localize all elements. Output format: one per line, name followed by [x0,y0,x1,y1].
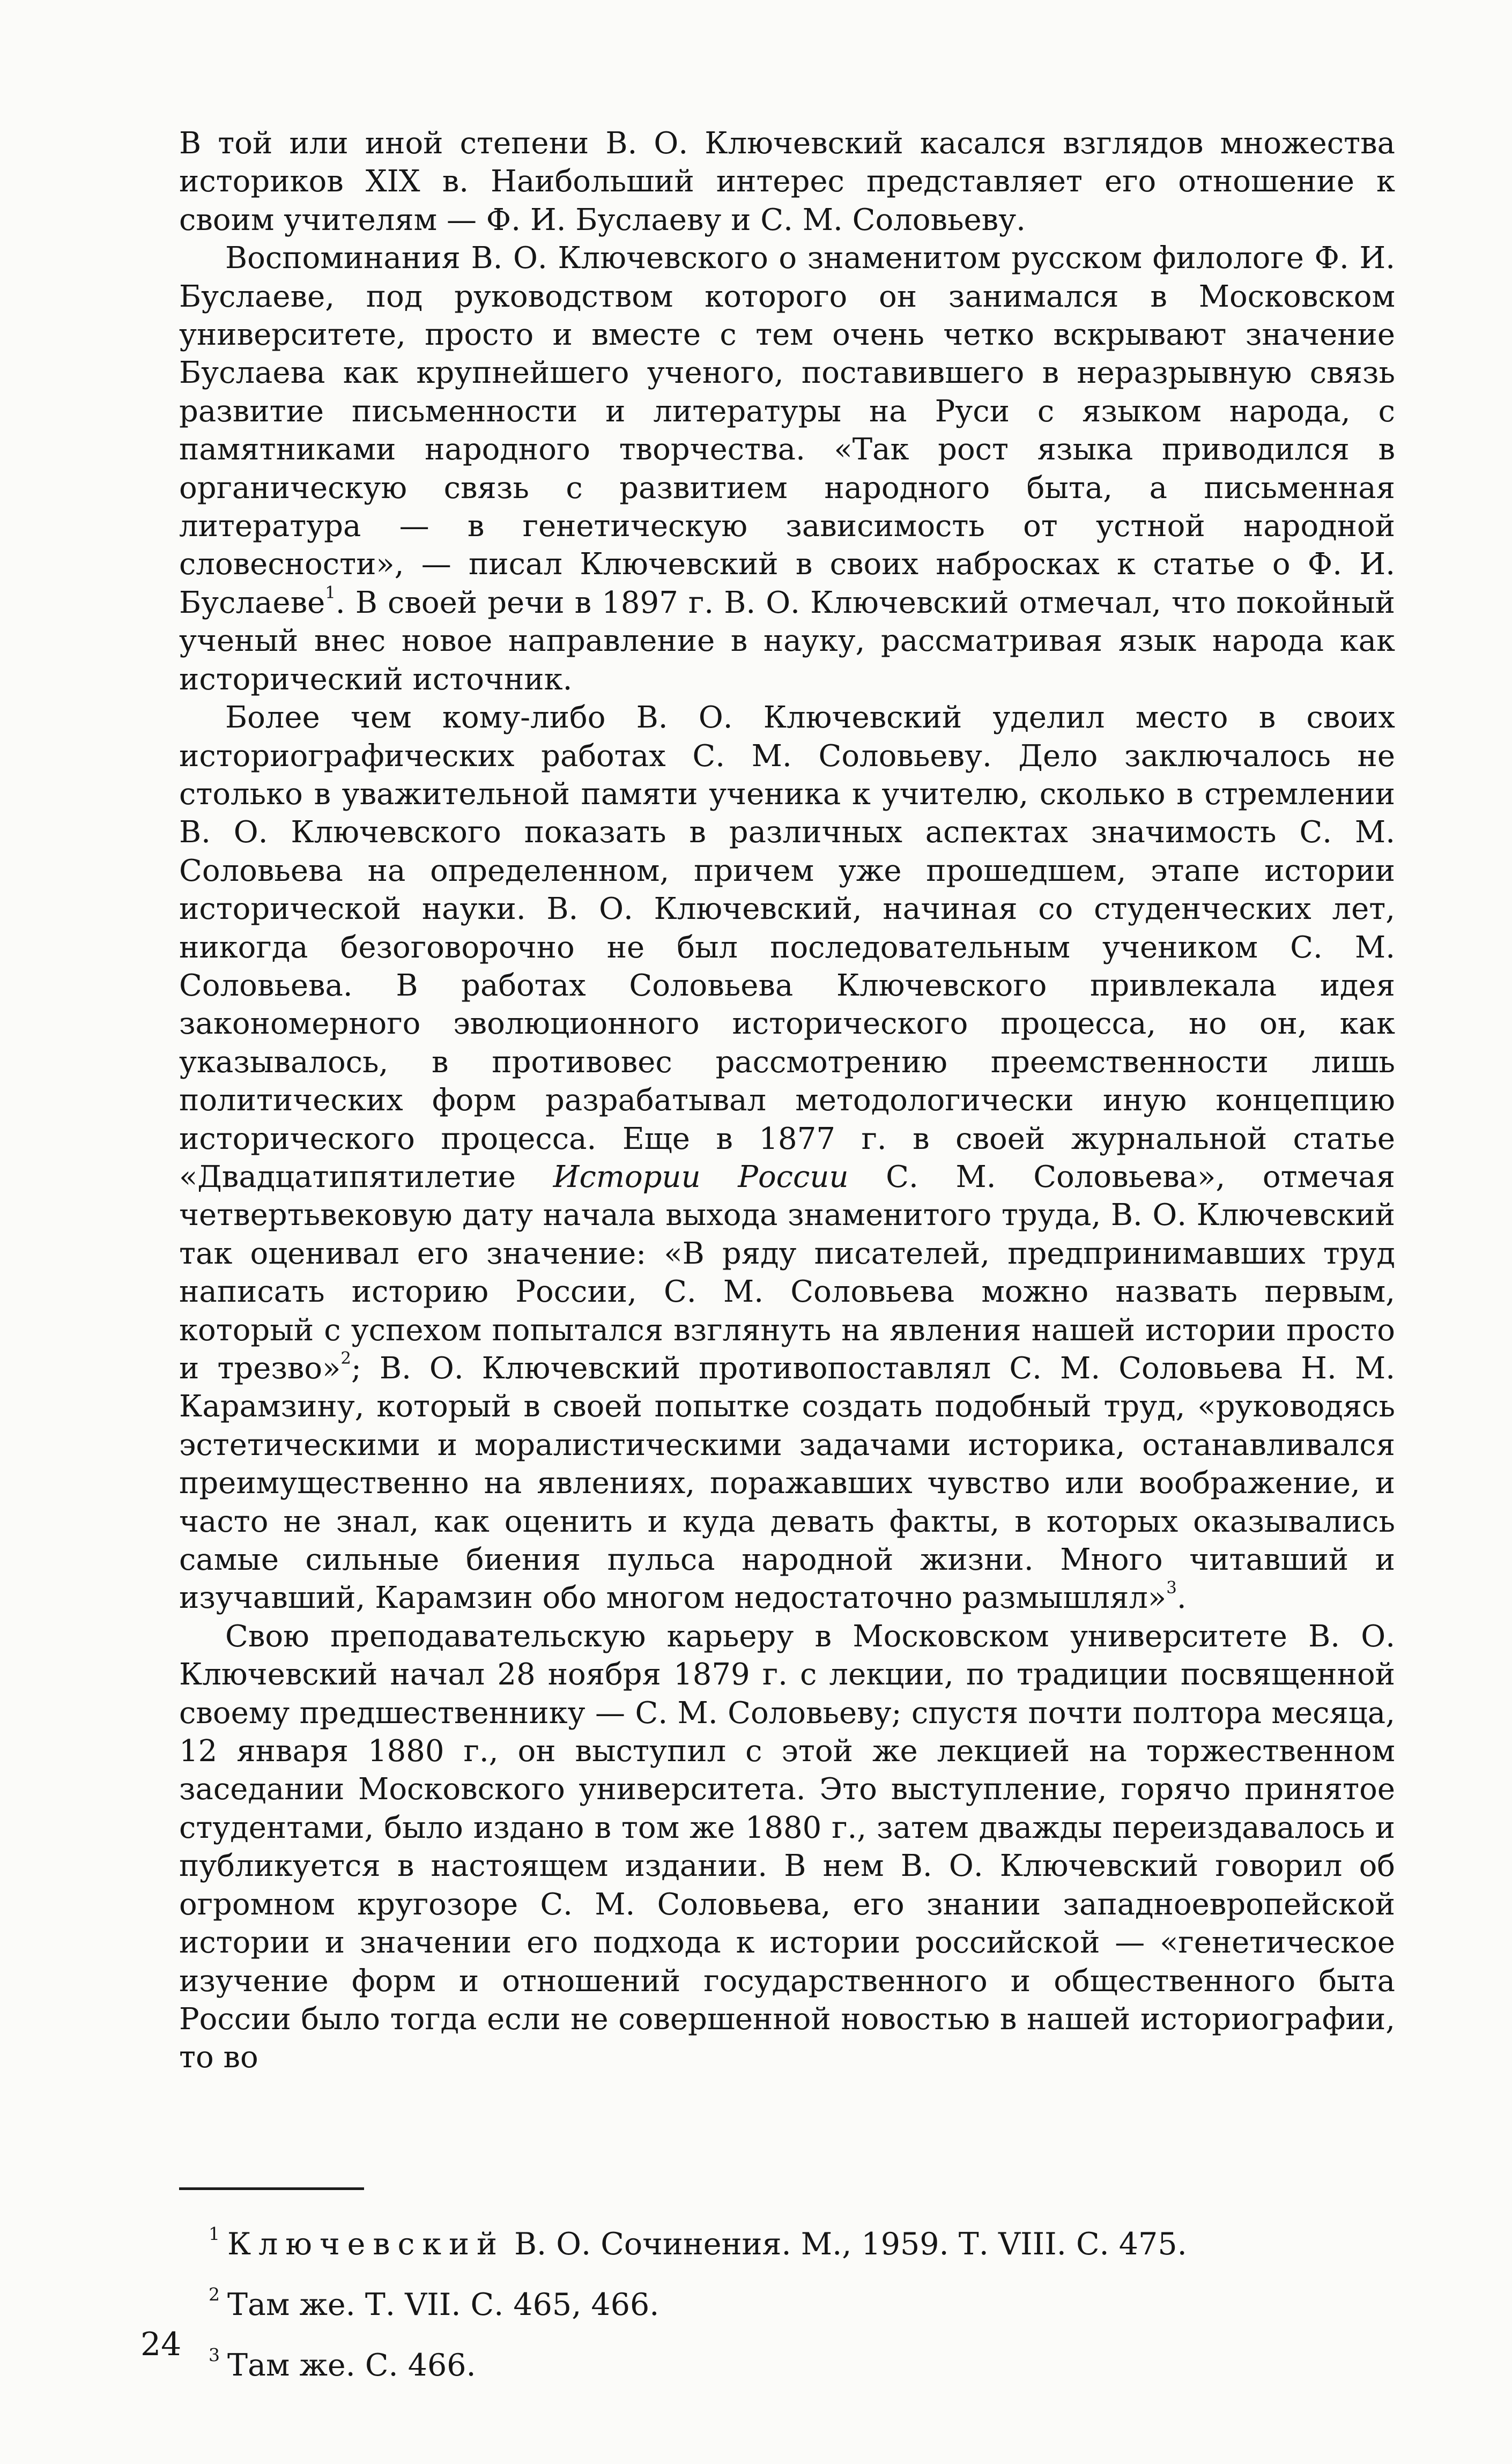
paragraph-1: В той или иной степени В. О. Ключевский касался взглядов множества историков XIX в. Наибольший интерес представляет его отношение к своим учителям — Ф. И. Буслаеву и С. М. Соловьеву. [179,126,1395,238]
footnote-3: 3 Там же. С. 466. [208,2344,476,2384]
footnote-2: 2 Там же. Т. VII. С. 465, 466. [208,2284,659,2323]
footnote-divider [179,2187,364,2190]
italic-title: Истории России [553,1159,849,1194]
paragraph-2: Воспоминания В. О. Ключевского о знаменитом русском филологе Ф. И. Буслаеве, под руководством которого он занимался в Московском университете, просто и вместе с тем очень четко вскрывают значение Буслаева как крупнейшего ученого, поставившего в неразрывную связь развитие письменности и литературы на Руси с языком народа, с памятниками народного творчества. «Так рост языка приводился в органическую связь с развитием народного быта, а письменная литература — в генетическую зависимость от устной народной словесности», — писал Ключевский в своих набросках к статье о Ф. И. Буслаеве$^1$. В своей речи в 1897 г. В. О. Ключевский отмечал, что покойный ученый внес новое направление в науку, рассматривая язык народа как исторический источник. [179,241,1395,697]
main-text [179,124,1395,2077]
page-number: 24 [140,2326,182,2363]
paragraph-4: Свою преподавательскую карьеру в Московском университете В. О. Ключевский начал 28 ноября 1879 г. с лекции, по традиции посвященной своему предшественнику — С. М. Соловьеву; спустя почти полтора месяца, 12 января 1880 г., он выступил с этой же лекцией на торжественном заседании Московского университета. Это выступление, горячо принятое студентами, было издано в том же 1880 г., затем дважды переиздавалось и публикуется в настоящем издании. В нем В. О. Ключевский говорил об огромном кругозоре С. М. Соловьева, его знании западноевропейской истории и значении его подхода к истории российской — «генетическое изучение форм и отношений государственного и общественного быта России было тогда если не совершенной новостью в нашей историографии, то во [179,1619,1395,2075]
footnote-author: Ключевский [227,2226,505,2262]
footnote-ref-2: 2 [340,1348,351,1368]
footnotes [179,2209,1395,2391]
footnote-ref-1: 1 [325,583,336,603]
footnote-ref-3: 3 [1166,1578,1177,1598]
paragraph-3: Более чем кому-либо В. О. Ключевский уделил место в своих историографических работах С. М. Соловьеву. Дело заключалось не столько в уважительной памяти ученика к учителю, сколько в стремлении В. О. Ключевского показать в различных аспектах значимость С. М. Соловьева на определенном, причем уже прошедшем, этапе истории исторической науки. В. О. Ключевский, начиная со студенческих лет, никогда безоговорочно не был последовательным учеником С. М. Соловьева. В работах Соловьева Ключевского привлекала идея закономерного эволюционного исторического процесса, но он, как указывалось, в противовес рассмотрению преемственности лишь политических форм разрабатывал методологически иную концепцию исторического процесса. Еще в 1877 г. в своей журнальной статье «Двадцатипятилетие Истории России С. М. Соловьева», отмечая четвертьвековую дату начала выхода знаменитого труда, В. О. Ключевский так оценивал его значение: «В ряду писателей, предпринимавших труд написать историю России, С. М. Соловьева можно назвать первым, который с успехом попытался взглянуть на явления нашей истории просто и трезво»$^2$; В. О. Ключевский противопоставлял С. М. Соловьева Н. М. Карамзину, который в своей попытке создать подобный труд, «руководясь эстетическими и моралистическими задачами историка, останавливался преимущественно на явлениях, поражавших чувство или воображение, и часто не знал, как оценить и куда девать факты, в которых оказывались самые сильные биения пульса народной жизни. Много читавший и изучавший, Карамзин обо многом недостаточно размышлял»$^3$. [179,700,1395,1616]
footnote-1: 1 Ключевский В. О. Сочинения. М., 1959. Т. VIII. С. 475. [208,2223,1187,2262]
